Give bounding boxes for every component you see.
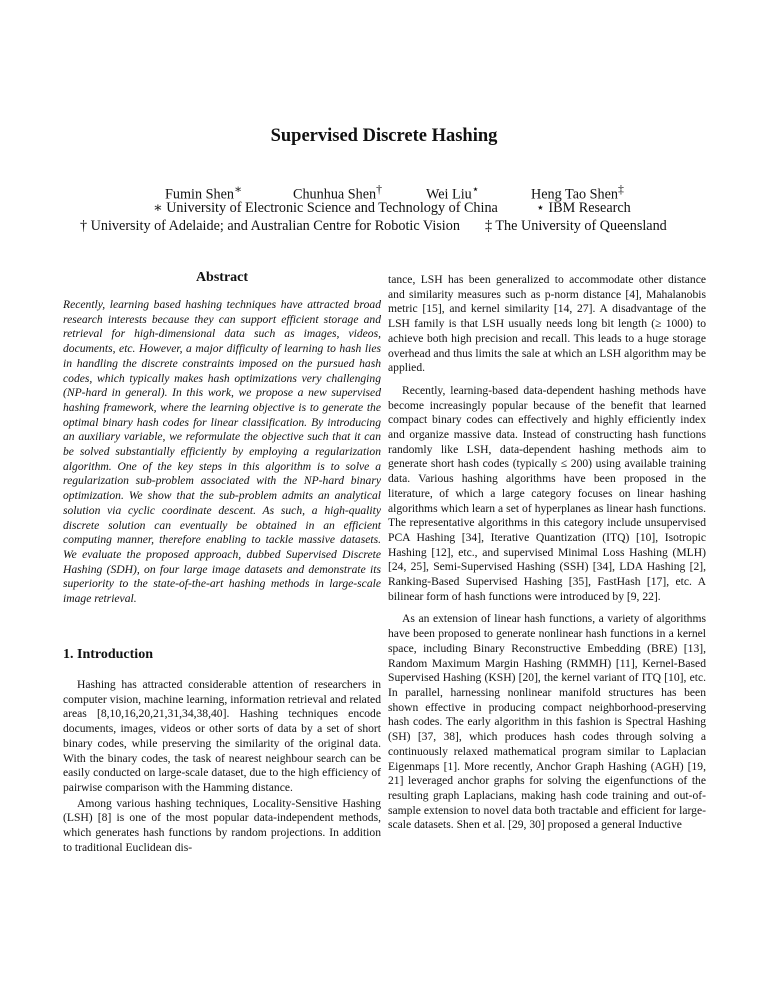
affiliation-3: † University of Adelaide; and Australian Centre for Robotic Vision xyxy=(80,218,460,234)
abstract-text: Recently, learning based hashing techniques have attracted broad research interests because they can support efficient storage and retrieval for high-dimensional data such as images, videos, documents, etc. However, a major difficulty of learning to hash lies in handling the discrete constraints imposed on the pursued hash codes, which typically makes hash optimizations very challenging (NP-hard in general). In this work, we propose a new supervised hashing framework, where the learning objective is to generate the optimal binary hash codes for linear classification. By introducing an auxiliary variable, we reformulate the objective such that it can be solved substantially efficiently by employing a regularization algorithm. One of the key steps in this algorithm is to solve a regularization sub-problem associated with the NP-hard binary optimization. We show that the sub-problem admits an analytical solution via cyclic coordinate descent. As such, a high-quality discrete solution can eventually be obtained in an efficient computing manner, therefore enabling to tackle massive datasets. We evaluate the proposed approach, dubbed Supervised Discrete Hashing (SDH), on four large image datasets and demonstrate its superiority to the state-of-the-art hashing methods in large-scale image retrieval. xyxy=(63,298,381,606)
affiliation-2: ⋆ IBM Research xyxy=(536,200,631,216)
intro-paragraph-2: Among various hashing techniques, Locality-Sensitive Hashing (LSH) [8] is one of the most popular data-independent methods, which generates hash functions by random projections. In addition to traditional Euclidean dis- xyxy=(63,796,381,854)
author-2: Chunhua Shen† xyxy=(293,182,383,203)
introduction-body xyxy=(63,678,381,863)
right-paragraph-2: Recently, learning-based data-dependent hashing methods have become increasingly popular because of the benefit that learned compact binary codes can effectively and highly efficiently index and organize massive data. Instead of constructing hash functions randomly like LSH, data-dependent hashing methods aim to generate short hash codes (typically ≤ 200) using available training data. Various hashing algorithms have been proposed in the literature, of which a large category focuses on linear hashing algorithms which learn a set of hyperplanes as linear hash functions. The representative algorithms in this category include unsupervised PCA Hashing [34], Iterative Quantization (ITQ) [10], Isotropic Hashing [12], etc., and supervised Minimal Loss Hashing (MLH) [24, 25], Semi-Supervised Hashing (SSH) [34], LDA Hashing [2], Ranking-Based Supervised Hashing [35], FastHash [17], etc. A bilinear form of hash functions were introduced by [9, 22]. xyxy=(388,383,706,603)
right-column xyxy=(388,273,706,841)
right-paragraph-3: As an extension of linear hash functions, a variety of algorithms have been proposed to generate nonlinear hash functions in a kernel space, including Binary Reconstructive Embedding (BRE) [13], Random Maximum Margin Hashing (RMMH) [11], Kernel-Based Supervised Hashing (KSH) [20], the kernel variant of ITQ [10], etc. In parallel, harnessing nonlinear manifold structures has been shown effective in producing compact neighborhood-preserving hash codes. The early algorithm in this fashion is Spectral Hashing (SH) [37, 38], which produces hash codes through solving a continuously relaxed mathematical program similar to Laplacian Eigenmaps [1]. More recently, Anchor Graph Hashing (AGH) [19, 21] leveraged anchor graphs for solving the eigenfunctions of the resulting graph Laplacians, making hash code training and out-of-sample extension to novel data both tractable and efficient for large-scale datasets. Shen et al. [29, 30] proposed a general Inductive xyxy=(388,612,706,832)
abstract-heading: Abstract xyxy=(195,270,249,285)
affiliation-4: ‡ The University of Queensland xyxy=(485,218,667,234)
author-3: Wei Liu⋆ xyxy=(426,182,480,203)
author-4: Heng Tao Shen‡ xyxy=(531,182,624,203)
author-1: Fumin Shen∗ xyxy=(165,182,243,203)
paper-title: Supervised Discrete Hashing xyxy=(270,126,498,146)
abstract-body xyxy=(63,298,381,615)
intro-paragraph-1: Hashing has attracted considerable attention of researchers in computer vision, machine learning, information retrieval and related areas [8,10,16,20,21,31,34,38,40]. Hashing techniques encode documents, images, videos or other sorts of data by a set of short binary codes, while preserving the similarity of the original data. With the binary codes, the task of nearest neighbour search can be easily conducted on large-scale dataset, due to the high efficiency of pairwise comparison with the Hamming distance. xyxy=(63,678,381,794)
section-heading-introduction: 1. Introduction xyxy=(63,647,153,662)
right-paragraph-1: tance, LSH has been generalized to accommodate other distance and similarity measures such as p-norm distance [4], Mahalanobis metric [15], and kernel similarity [14, 27]. A disadvantage of the LSH family is that LSH usually needs long bit length (≥ 1000) to achieve both high precision and recall. This leads to a huge storage overhead and thus limits the sale at which an LSH algorithm may be applied. xyxy=(388,273,706,375)
affiliation-1: ∗ University of Electronic Science and Technology of China xyxy=(153,200,498,216)
